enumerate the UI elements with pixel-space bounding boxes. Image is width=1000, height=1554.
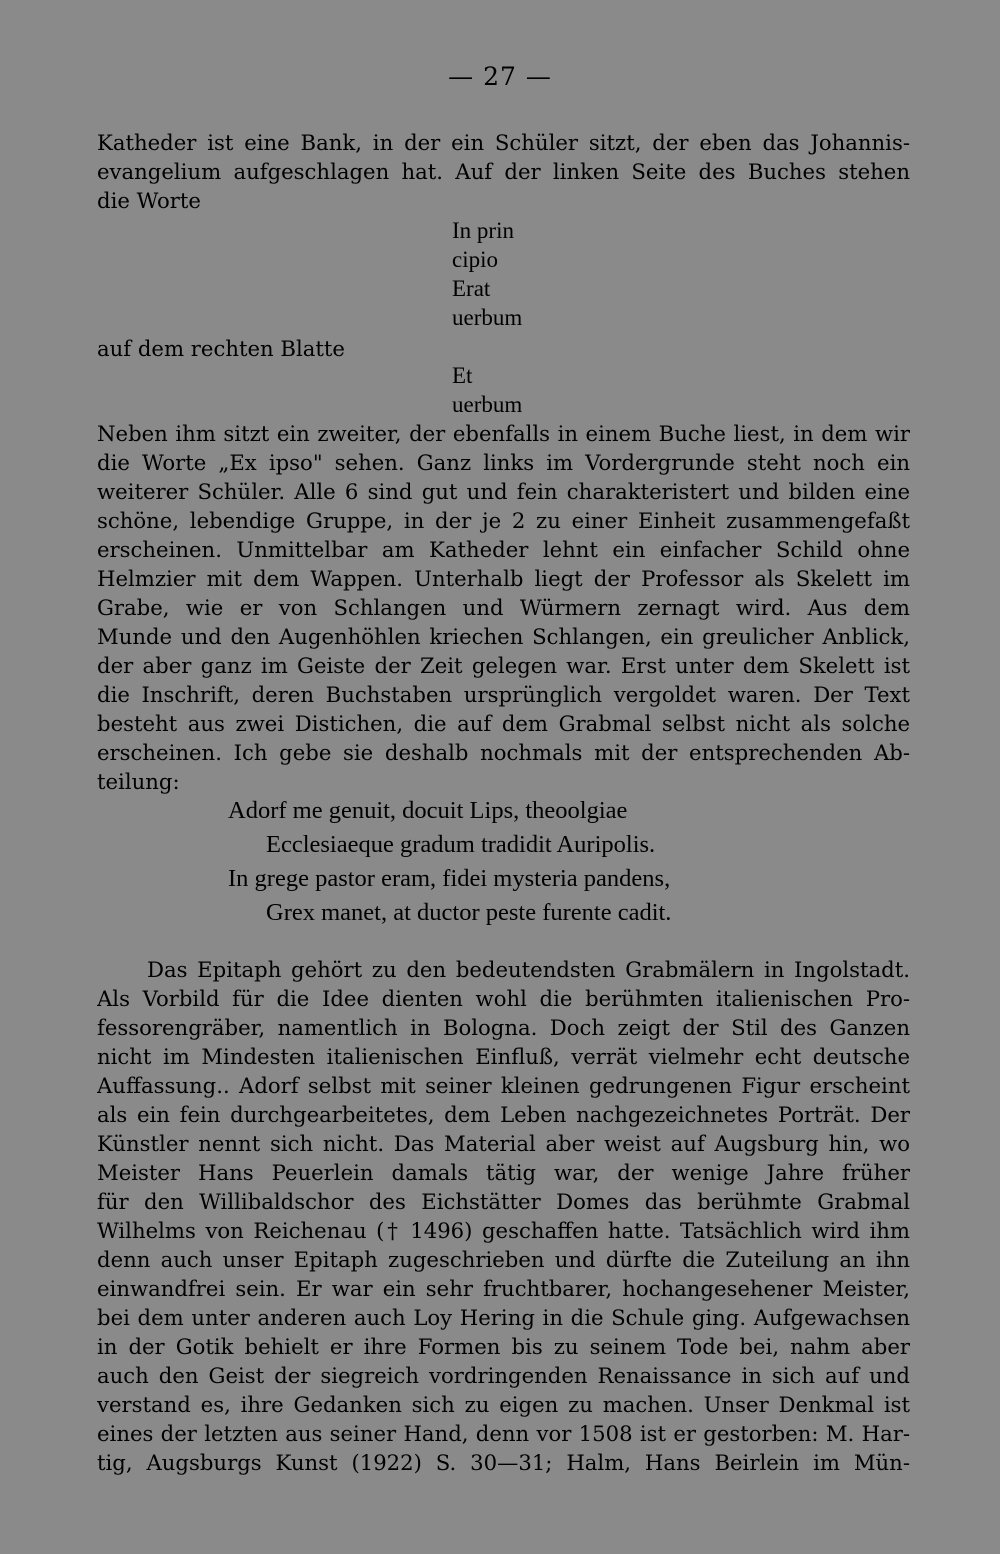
text-line: denn auch unser Epitaph zugeschrieben und dürfte die Zuteilung an ihn — [97, 1247, 910, 1272]
paragraph-attribution — [97, 955, 910, 1477]
text-line: besteht aus zwei Distichen, die auf dem Grabmal selbst nicht als solche — [97, 711, 910, 736]
text-line: Neben ihm sitzt ein zweiter, der ebenfalls in einem Buche liest, in dem wir — [97, 421, 910, 446]
text-line: in der Gotik behielt er ihre Formen bis zu seinem Tode bei, nahm aber — [97, 1334, 910, 1359]
text-line: tig, Augsburgs Kunst (1922) S. 30—31; Halm, Hans Beirlein im Mün- — [97, 1450, 910, 1475]
inscription-line: Erat — [452, 276, 491, 301]
text-line: Als Vorbild für die Idee dienten wohl die berühmten italienischen Pro- — [97, 986, 910, 1011]
text-line: die Worte „Ex ipso" sehen. Ganz links im Vordergrunde steht noch ein — [97, 450, 910, 475]
text-line: der aber ganz im Geiste der Zeit gelegen war. Erst unter dem Skelett ist — [97, 653, 910, 678]
text-line: für den Willibaldschor des Eichstätter Domes das berühmte Grabmal — [97, 1189, 910, 1214]
text-line: erscheinen. Ich gebe sie deshalb nochmals mit der entsprechenden Ab- — [97, 740, 910, 765]
text-line: teilung: — [97, 769, 180, 794]
poem-line: Grex manet, at ductor peste furente cadit. — [266, 899, 672, 926]
text-line: Munde und den Augenhöhlen kriechen Schlangen, ein greulicher Anblick, — [97, 624, 910, 649]
text-line: Katheder ist eine Bank, in der ein Schüler sitzt, der eben das Johannis- — [97, 130, 910, 155]
paragraph-description — [97, 419, 910, 796]
inscription-line: Et — [452, 363, 473, 388]
text-line: bei dem unter anderen auch Loy Hering in die Schule ging. Aufgewachsen — [97, 1305, 910, 1330]
inscription-line: uerbum — [452, 305, 523, 330]
text-line: die Worte — [97, 188, 201, 213]
inscription-line: uerbum — [452, 392, 523, 417]
text-line: schöne, lebendige Gruppe, in der je 2 zu einer Einheit zusammengefaßt — [97, 508, 910, 533]
text-line: nicht im Mindesten italienischen Einfluß, verrät vielmehr echt deutsche — [97, 1044, 910, 1069]
right-leaf-label: auf dem rechten Blatte — [97, 336, 345, 361]
poem-line: In grege pastor eram, fidei mysteria pandens, — [228, 865, 671, 892]
text-line: Künstler nennt sich nicht. Das Material aber weist auf Augsburg hin, wo — [97, 1131, 910, 1156]
text-line: Auffassung.. Adorf selbst mit seiner kleinen gedrungenen Figur erscheint — [97, 1073, 910, 1098]
text-line: einwandfrei sein. Er war ein sehr fruchtbarer, hochangesehener Meister, — [97, 1276, 910, 1301]
text-line: als ein fein durchgearbeitetes, dem Leben nachgezeichnetes Porträt. Der — [97, 1102, 910, 1127]
text-line: fessorengräber, namentlich in Bologna. Doch zeigt der Stil des Ganzen — [97, 1015, 910, 1040]
text-line: die Inschrift, deren Buchstaben ursprünglich vergoldet waren. Der Text — [97, 682, 910, 707]
text-line: Wilhelms von Reichenau († 1496) geschaffen hatte. Tatsächlich wird ihm — [97, 1218, 910, 1243]
text-line: auch den Geist der siegreich vordringenden Renaissance in sich auf und — [97, 1363, 910, 1388]
text-line: weiterer Schüler. Alle 6 sind gut und fein charakteristert und bilden eine — [97, 479, 910, 504]
text-line: evangelium aufgeschlagen hat. Auf der linken Seite des Buches stehen — [97, 159, 910, 184]
text-line: Meister Hans Peuerlein damals tätig war, der wenige Jahre früher — [97, 1160, 910, 1185]
text-line: Das Epitaph gehört zu den bedeutendsten Grabmälern in Ingolstadt. — [147, 957, 910, 982]
page-number: — 27 — — [448, 62, 552, 91]
text-line: verstand es, ihre Gedanken sich zu eigen zu machen. Unser Denkmal ist — [97, 1392, 910, 1417]
text-line: erscheinen. Unmittelbar am Katheder lehnt ein einfacher Schild ohne — [97, 537, 910, 562]
text-line: Helmzier mit dem Wappen. Unterhalb liegt der Professor als Skelett im — [97, 566, 910, 591]
poem-line: Ecclesiaeque gradum tradidit Auripolis. — [266, 831, 656, 858]
paragraph-intro — [97, 128, 910, 215]
poem-line: Adorf me genuit, docuit Lips, theoolgiae — [228, 797, 628, 824]
text-line: Grabe, wie er von Schlangen und Würmern zernagt wird. Aus dem — [97, 595, 910, 620]
text-line: eines der letzten aus seiner Hand, denn vor 1508 ist er gestorben: M. Har- — [97, 1421, 910, 1446]
inscription-line: In prin — [452, 218, 514, 243]
inscription-line: cipio — [452, 247, 498, 272]
